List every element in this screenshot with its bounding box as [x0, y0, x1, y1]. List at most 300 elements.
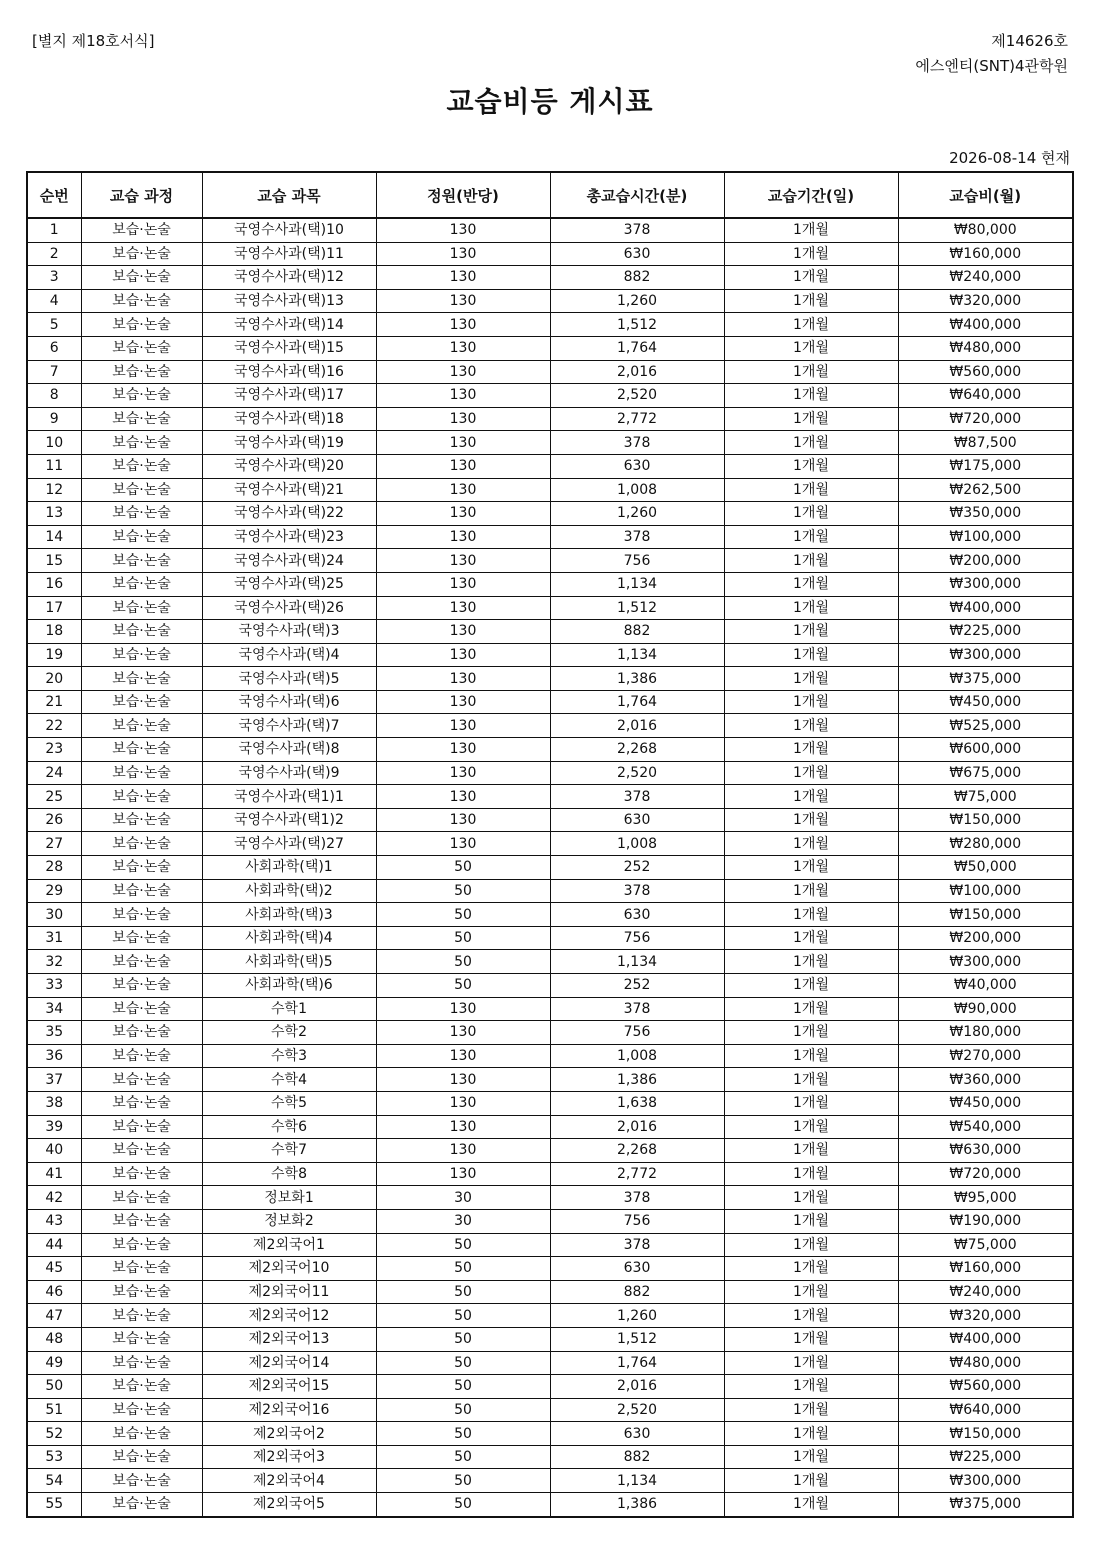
- course-cell: 보습·논술: [81, 1375, 202, 1399]
- total-minutes-cell: 1,260: [550, 502, 724, 526]
- capacity-cell: 130: [376, 1044, 550, 1068]
- total-minutes-cell: 1,008: [550, 1044, 724, 1068]
- capacity-cell: 50: [376, 1327, 550, 1351]
- course-cell: 보습·논술: [81, 1469, 202, 1493]
- tuition-fee-cell: ₩175,000: [898, 454, 1073, 478]
- capacity-cell: 130: [376, 525, 550, 549]
- total-minutes-cell: 2,772: [550, 407, 724, 431]
- course-cell: 보습·논술: [81, 525, 202, 549]
- course-cell: 보습·논술: [81, 266, 202, 290]
- capacity-cell: 50: [376, 879, 550, 903]
- capacity-cell: 50: [376, 1422, 550, 1446]
- tuition-fee-cell: ₩300,000: [898, 1469, 1073, 1493]
- period-cell: 1개월: [724, 808, 898, 832]
- capacity-cell: 130: [376, 1021, 550, 1045]
- table-row: [27, 879, 1073, 903]
- capacity-cell: 50: [376, 974, 550, 998]
- period-cell: 1개월: [724, 1091, 898, 1115]
- total-minutes-cell: 756: [550, 1209, 724, 1233]
- total-minutes-cell: 756: [550, 549, 724, 573]
- capacity-cell: 130: [376, 407, 550, 431]
- total-minutes-cell: 630: [550, 454, 724, 478]
- course-cell: 보습·논술: [81, 643, 202, 667]
- subject-cell: 국영수사과(택)19: [202, 431, 376, 455]
- serial-number-cell: 22: [27, 714, 81, 738]
- course-cell: 보습·논술: [81, 950, 202, 974]
- tuition-fee-cell: ₩720,000: [898, 1162, 1073, 1186]
- serial-number-cell: 39: [27, 1115, 81, 1139]
- period-cell: 1개월: [724, 1375, 898, 1399]
- course-cell: 보습·논술: [81, 856, 202, 880]
- period-cell: 1개월: [724, 879, 898, 903]
- capacity-cell: 50: [376, 1493, 550, 1517]
- serial-number-cell: 26: [27, 808, 81, 832]
- subject-cell: 제2외국어4: [202, 1469, 376, 1493]
- course-cell: 보습·논술: [81, 549, 202, 573]
- subject-cell: 제2외국어11: [202, 1280, 376, 1304]
- total-minutes-cell: 378: [550, 1233, 724, 1257]
- serial-number-cell: 42: [27, 1186, 81, 1210]
- total-minutes-cell: 378: [550, 1186, 724, 1210]
- tuition-fee-cell: ₩320,000: [898, 289, 1073, 313]
- subject-cell: 국영수사과(택)5: [202, 667, 376, 691]
- subject-cell: 사회과학(택)6: [202, 974, 376, 998]
- serial-number-cell: 41: [27, 1162, 81, 1186]
- table-row: [27, 1398, 1073, 1422]
- serial-number-cell: 27: [27, 832, 81, 856]
- capacity-cell: 130: [376, 714, 550, 738]
- period-cell: 1개월: [724, 454, 898, 478]
- period-cell: 1개월: [724, 1139, 898, 1163]
- tuition-fee-cell: ₩300,000: [898, 950, 1073, 974]
- period-cell: 1개월: [724, 478, 898, 502]
- capacity-cell: 50: [376, 1351, 550, 1375]
- capacity-cell: 50: [376, 1375, 550, 1399]
- period-cell: 1개월: [724, 360, 898, 384]
- header-capacity: 정원(반당): [376, 172, 550, 218]
- serial-number-cell: 31: [27, 926, 81, 950]
- tuition-fee-cell: ₩320,000: [898, 1304, 1073, 1328]
- period-cell: 1개월: [724, 832, 898, 856]
- serial-number-cell: 6: [27, 336, 81, 360]
- serial-number-cell: 48: [27, 1327, 81, 1351]
- serial-number-cell: 13: [27, 502, 81, 526]
- subject-cell: 수학8: [202, 1162, 376, 1186]
- serial-number-cell: 40: [27, 1139, 81, 1163]
- capacity-cell: 130: [376, 313, 550, 337]
- serial-number-cell: 23: [27, 738, 81, 762]
- subject-cell: 사회과학(택)5: [202, 950, 376, 974]
- period-cell: 1개월: [724, 218, 898, 242]
- period-cell: 1개월: [724, 1422, 898, 1446]
- table-row: [27, 1044, 1073, 1068]
- period-cell: 1개월: [724, 549, 898, 573]
- course-cell: 보습·논술: [81, 218, 202, 242]
- tuition-fee-cell: ₩400,000: [898, 313, 1073, 337]
- period-cell: 1개월: [724, 667, 898, 691]
- tuition-fee-cell: ₩262,500: [898, 478, 1073, 502]
- subject-cell: 국영수사과(택)11: [202, 242, 376, 266]
- serial-number-cell: 46: [27, 1280, 81, 1304]
- tuition-fee-cell: ₩50,000: [898, 856, 1073, 880]
- table-row: [27, 407, 1073, 431]
- course-cell: 보습·논술: [81, 1162, 202, 1186]
- total-minutes-cell: 1,764: [550, 690, 724, 714]
- tuition-fee-cell: ₩75,000: [898, 785, 1073, 809]
- tuition-fee-cell: ₩75,000: [898, 1233, 1073, 1257]
- capacity-cell: 50: [376, 856, 550, 880]
- capacity-cell: 130: [376, 360, 550, 384]
- table-row: [27, 218, 1073, 242]
- total-minutes-cell: 756: [550, 1021, 724, 1045]
- subject-cell: 사회과학(택)3: [202, 903, 376, 927]
- serial-number-cell: 12: [27, 478, 81, 502]
- tuition-fee-cell: ₩190,000: [898, 1209, 1073, 1233]
- tuition-fee-cell: ₩180,000: [898, 1021, 1073, 1045]
- subject-cell: 국영수사과(택)7: [202, 714, 376, 738]
- table-row: [27, 997, 1073, 1021]
- capacity-cell: 30: [376, 1209, 550, 1233]
- course-cell: 보습·논술: [81, 974, 202, 998]
- header-course: 교습 과정: [81, 172, 202, 218]
- capacity-cell: 50: [376, 950, 550, 974]
- document-number: 제14626호: [991, 32, 1068, 50]
- subject-cell: 국영수사과(택)23: [202, 525, 376, 549]
- table-row: [27, 903, 1073, 927]
- subject-cell: 사회과학(택)4: [202, 926, 376, 950]
- capacity-cell: 130: [376, 690, 550, 714]
- course-cell: 보습·논술: [81, 242, 202, 266]
- serial-number-cell: 43: [27, 1209, 81, 1233]
- tuition-fee-cell: ₩90,000: [898, 997, 1073, 1021]
- course-cell: 보습·논술: [81, 1139, 202, 1163]
- capacity-cell: 130: [376, 336, 550, 360]
- serial-number-cell: 4: [27, 289, 81, 313]
- course-cell: 보습·논술: [81, 1304, 202, 1328]
- period-cell: 1개월: [724, 1469, 898, 1493]
- subject-cell: 제2외국어1: [202, 1233, 376, 1257]
- capacity-cell: 50: [376, 1233, 550, 1257]
- table-row: [27, 1445, 1073, 1469]
- course-cell: 보습·논술: [81, 1233, 202, 1257]
- subject-cell: 국영수사과(택)14: [202, 313, 376, 337]
- period-cell: 1개월: [724, 643, 898, 667]
- capacity-cell: 50: [376, 1257, 550, 1281]
- period-cell: 1개월: [724, 690, 898, 714]
- table-row: [27, 690, 1073, 714]
- tuition-fee-cell: ₩240,000: [898, 1280, 1073, 1304]
- table-row: [27, 714, 1073, 738]
- capacity-cell: 30: [376, 1186, 550, 1210]
- capacity-cell: 130: [376, 266, 550, 290]
- header-tuition-fee: 교습비(월): [898, 172, 1073, 218]
- capacity-cell: 130: [376, 1139, 550, 1163]
- serial-number-cell: 16: [27, 572, 81, 596]
- course-cell: 보습·논술: [81, 832, 202, 856]
- tuition-fee-cell: ₩270,000: [898, 1044, 1073, 1068]
- subject-cell: 국영수사과(택)20: [202, 454, 376, 478]
- serial-number-cell: 49: [27, 1351, 81, 1375]
- tuition-fee-cell: ₩375,000: [898, 667, 1073, 691]
- subject-cell: 국영수사과(택)8: [202, 738, 376, 762]
- table-row: [27, 950, 1073, 974]
- subject-cell: 수학6: [202, 1115, 376, 1139]
- period-cell: 1개월: [724, 1186, 898, 1210]
- course-cell: 보습·논술: [81, 384, 202, 408]
- table-row: [27, 667, 1073, 691]
- serial-number-cell: 8: [27, 384, 81, 408]
- tuition-fee-cell: ₩200,000: [898, 926, 1073, 950]
- total-minutes-cell: 378: [550, 525, 724, 549]
- tuition-fee-cell: ₩640,000: [898, 1398, 1073, 1422]
- capacity-cell: 130: [376, 384, 550, 408]
- table-header-row: [27, 172, 1073, 218]
- serial-number-cell: 24: [27, 761, 81, 785]
- table-row: [27, 596, 1073, 620]
- course-cell: 보습·논술: [81, 1493, 202, 1517]
- total-minutes-cell: 378: [550, 785, 724, 809]
- total-minutes-cell: 882: [550, 1445, 724, 1469]
- subject-cell: 수학3: [202, 1044, 376, 1068]
- serial-number-cell: 54: [27, 1469, 81, 1493]
- total-minutes-cell: 2,772: [550, 1162, 724, 1186]
- total-minutes-cell: 1,386: [550, 667, 724, 691]
- period-cell: 1개월: [724, 620, 898, 644]
- table-row: [27, 1351, 1073, 1375]
- total-minutes-cell: 1,008: [550, 478, 724, 502]
- capacity-cell: 130: [376, 785, 550, 809]
- course-cell: 보습·논술: [81, 714, 202, 738]
- serial-number-cell: 25: [27, 785, 81, 809]
- subject-cell: 수학7: [202, 1139, 376, 1163]
- course-cell: 보습·논술: [81, 879, 202, 903]
- serial-number-cell: 14: [27, 525, 81, 549]
- subject-cell: 사회과학(택)2: [202, 879, 376, 903]
- tuition-fee-cell: ₩225,000: [898, 620, 1073, 644]
- period-cell: 1개월: [724, 856, 898, 880]
- period-cell: 1개월: [724, 1115, 898, 1139]
- table-row: [27, 266, 1073, 290]
- course-cell: 보습·논술: [81, 1327, 202, 1351]
- total-minutes-cell: 1,260: [550, 289, 724, 313]
- table-row: [27, 974, 1073, 998]
- serial-number-cell: 33: [27, 974, 81, 998]
- capacity-cell: 130: [376, 454, 550, 478]
- course-cell: 보습·논술: [81, 1186, 202, 1210]
- period-cell: 1개월: [724, 1068, 898, 1092]
- total-minutes-cell: 2,520: [550, 384, 724, 408]
- period-cell: 1개월: [724, 1280, 898, 1304]
- capacity-cell: 130: [376, 1091, 550, 1115]
- total-minutes-cell: 378: [550, 879, 724, 903]
- course-cell: 보습·논술: [81, 1280, 202, 1304]
- period-cell: 1개월: [724, 1209, 898, 1233]
- course-cell: 보습·논술: [81, 1398, 202, 1422]
- period-cell: 1개월: [724, 1398, 898, 1422]
- page-title: 교습비등 게시표: [446, 85, 654, 118]
- subject-cell: 국영수사과(택)10: [202, 218, 376, 242]
- tuition-fee-cell: ₩300,000: [898, 643, 1073, 667]
- table-row: [27, 856, 1073, 880]
- serial-number-cell: 50: [27, 1375, 81, 1399]
- period-cell: 1개월: [724, 289, 898, 313]
- table-row: [27, 1280, 1073, 1304]
- table-row: [27, 926, 1073, 950]
- table-row: [27, 360, 1073, 384]
- total-minutes-cell: 2,016: [550, 714, 724, 738]
- subject-cell: 수학1: [202, 997, 376, 1021]
- serial-number-cell: 5: [27, 313, 81, 337]
- total-minutes-cell: 2,016: [550, 1115, 724, 1139]
- tuition-fee-cell: ₩150,000: [898, 808, 1073, 832]
- total-minutes-cell: 1,008: [550, 832, 724, 856]
- total-minutes-cell: 882: [550, 1280, 724, 1304]
- table-row: [27, 1209, 1073, 1233]
- table-row: [27, 431, 1073, 455]
- course-cell: 보습·논술: [81, 1021, 202, 1045]
- form-label: [별지 제18호서식]: [32, 32, 155, 50]
- course-cell: 보습·논술: [81, 1351, 202, 1375]
- total-minutes-cell: 1,512: [550, 313, 724, 337]
- table-row: [27, 1186, 1073, 1210]
- course-cell: 보습·논술: [81, 289, 202, 313]
- period-cell: 1개월: [724, 997, 898, 1021]
- subject-cell: 국영수사과(택)21: [202, 478, 376, 502]
- capacity-cell: 130: [376, 738, 550, 762]
- table-row: [27, 1304, 1073, 1328]
- table-row: [27, 1162, 1073, 1186]
- subject-cell: 국영수사과(택)25: [202, 572, 376, 596]
- capacity-cell: 130: [376, 643, 550, 667]
- serial-number-cell: 9: [27, 407, 81, 431]
- subject-cell: 국영수사과(택)22: [202, 502, 376, 526]
- subject-cell: 국영수사과(택)12: [202, 266, 376, 290]
- subject-cell: 국영수사과(택)18: [202, 407, 376, 431]
- header-serial-number: 순번: [27, 172, 81, 218]
- serial-number-cell: 21: [27, 690, 81, 714]
- tuition-fee-cell: ₩160,000: [898, 242, 1073, 266]
- tuition-fee-cell: ₩375,000: [898, 1493, 1073, 1517]
- course-cell: 보습·논술: [81, 761, 202, 785]
- tuition-fee-cell: ₩600,000: [898, 738, 1073, 762]
- period-cell: 1개월: [724, 1044, 898, 1068]
- subject-cell: 사회과학(택)1: [202, 856, 376, 880]
- serial-number-cell: 51: [27, 1398, 81, 1422]
- capacity-cell: 130: [376, 242, 550, 266]
- period-cell: 1개월: [724, 407, 898, 431]
- table-row: [27, 1139, 1073, 1163]
- serial-number-cell: 18: [27, 620, 81, 644]
- as-of-date: 2026-08-14 현재: [949, 149, 1070, 167]
- serial-number-cell: 44: [27, 1233, 81, 1257]
- table-row: [27, 1257, 1073, 1281]
- table-row: [27, 1469, 1073, 1493]
- table-row: [27, 313, 1073, 337]
- subject-cell: 국영수사과(택1)2: [202, 808, 376, 832]
- tuition-fee-cell: ₩360,000: [898, 1068, 1073, 1092]
- course-cell: 보습·논술: [81, 431, 202, 455]
- table-row: [27, 1233, 1073, 1257]
- total-minutes-cell: 2,016: [550, 360, 724, 384]
- course-cell: 보습·논술: [81, 903, 202, 927]
- subject-cell: 국영수사과(택)9: [202, 761, 376, 785]
- course-cell: 보습·논술: [81, 360, 202, 384]
- tuition-fee-cell: ₩450,000: [898, 1091, 1073, 1115]
- period-cell: 1개월: [724, 1257, 898, 1281]
- period-cell: 1개월: [724, 1445, 898, 1469]
- period-cell: 1개월: [724, 761, 898, 785]
- tuition-fee-cell: ₩40,000: [898, 974, 1073, 998]
- table-row: [27, 620, 1073, 644]
- table-row: [27, 384, 1073, 408]
- table-row: [27, 478, 1073, 502]
- serial-number-cell: 17: [27, 596, 81, 620]
- course-cell: 보습·논술: [81, 667, 202, 691]
- capacity-cell: 130: [376, 1115, 550, 1139]
- subject-cell: 국영수사과(택)6: [202, 690, 376, 714]
- serial-number-cell: 3: [27, 266, 81, 290]
- serial-number-cell: 47: [27, 1304, 81, 1328]
- total-minutes-cell: 2,268: [550, 1139, 724, 1163]
- serial-number-cell: 45: [27, 1257, 81, 1281]
- capacity-cell: 130: [376, 620, 550, 644]
- capacity-cell: 130: [376, 761, 550, 785]
- total-minutes-cell: 378: [550, 431, 724, 455]
- total-minutes-cell: 630: [550, 1257, 724, 1281]
- capacity-cell: 130: [376, 218, 550, 242]
- tuition-fee-cell: ₩350,000: [898, 502, 1073, 526]
- serial-number-cell: 11: [27, 454, 81, 478]
- course-cell: 보습·논술: [81, 1068, 202, 1092]
- serial-number-cell: 7: [27, 360, 81, 384]
- capacity-cell: 130: [376, 1068, 550, 1092]
- course-cell: 보습·논술: [81, 1257, 202, 1281]
- tuition-fee-cell: ₩720,000: [898, 407, 1073, 431]
- header-total-minutes: 총교습시간(분): [550, 172, 724, 218]
- serial-number-cell: 15: [27, 549, 81, 573]
- subject-cell: 제2외국어5: [202, 1493, 376, 1517]
- serial-number-cell: 36: [27, 1044, 81, 1068]
- period-cell: 1개월: [724, 1233, 898, 1257]
- tuition-fee-cell: ₩80,000: [898, 218, 1073, 242]
- tuition-fee-cell: ₩150,000: [898, 1422, 1073, 1446]
- total-minutes-cell: 630: [550, 1422, 724, 1446]
- course-cell: 보습·논술: [81, 596, 202, 620]
- total-minutes-cell: 2,520: [550, 1398, 724, 1422]
- tuition-fee-cell: ₩675,000: [898, 761, 1073, 785]
- period-cell: 1개월: [724, 266, 898, 290]
- tuition-fee-cell: ₩400,000: [898, 596, 1073, 620]
- period-cell: 1개월: [724, 926, 898, 950]
- period-cell: 1개월: [724, 1162, 898, 1186]
- total-minutes-cell: 1,134: [550, 1469, 724, 1493]
- serial-number-cell: 32: [27, 950, 81, 974]
- table-row: [27, 1091, 1073, 1115]
- total-minutes-cell: 756: [550, 926, 724, 950]
- header-period: 교습기간(일): [724, 172, 898, 218]
- table-row: [27, 1375, 1073, 1399]
- course-cell: 보습·논술: [81, 1091, 202, 1115]
- tuition-fee-cell: ₩225,000: [898, 1445, 1073, 1469]
- subject-cell: 국영수사과(택)4: [202, 643, 376, 667]
- table-row: [27, 832, 1073, 856]
- table-row: [27, 761, 1073, 785]
- total-minutes-cell: 1,512: [550, 1327, 724, 1351]
- subject-cell: 정보화2: [202, 1209, 376, 1233]
- subject-cell: 제2외국어3: [202, 1445, 376, 1469]
- total-minutes-cell: 1,386: [550, 1493, 724, 1517]
- capacity-cell: 50: [376, 1469, 550, 1493]
